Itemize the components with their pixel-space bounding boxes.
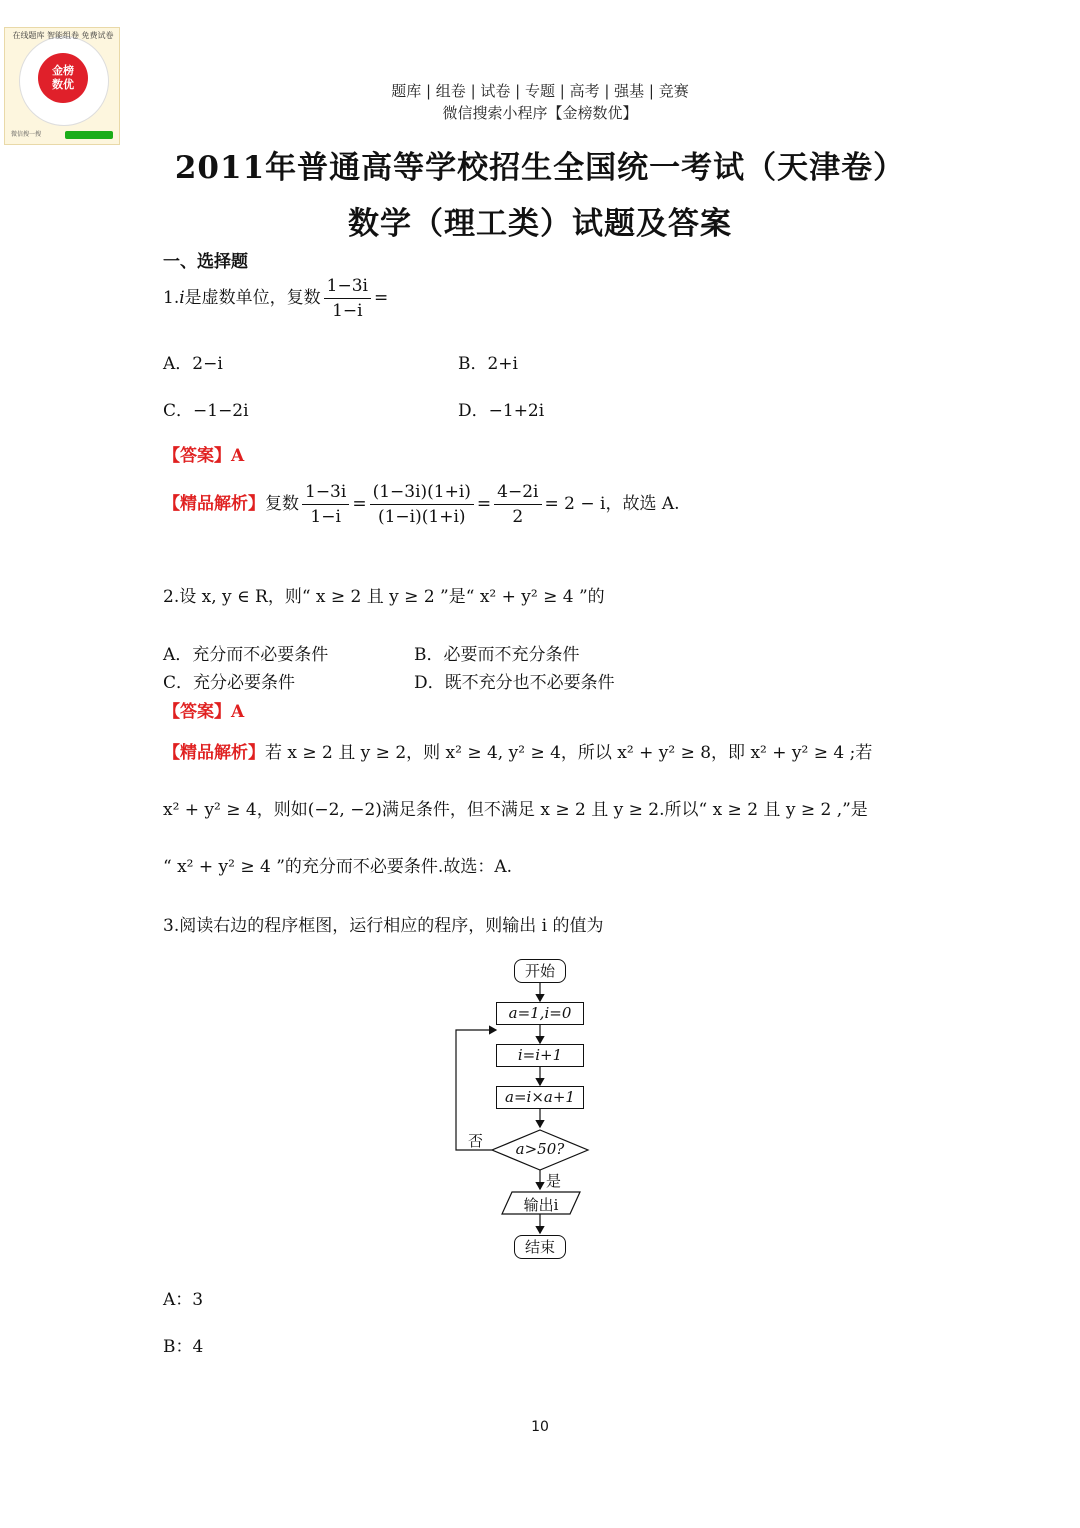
q1-analysis: 【精品解析】复数 $\frac{1-3i}{1-i}$ = $\frac{(1-3i)(1+i)}{(1-i)(1+i)}$ = $\frac{4-2i}{2}$ = 2 − i，故选 A. (163, 482, 680, 527)
logo-bottom-text: 微信搜一搜 (11, 131, 42, 138)
flow-no-label: 否 (468, 1132, 484, 1150)
logo-ring-text: 在线题库 智能组卷 免费试卷 (12, 31, 114, 40)
header-mini-program: 微信搜索小程序【金榜数优】 (442, 104, 638, 122)
flow-condition: a>50? (515, 1140, 565, 1158)
flow-output: 输出i (523, 1196, 559, 1214)
q2-analysis-label: 【精品解析】 (163, 743, 265, 763)
q1-analysis-frac2 (370, 482, 474, 527)
frac3-num: 4−2i (494, 482, 541, 505)
q1-option-a: A．2−i (163, 354, 223, 374)
frac2-den: (1−i)(1+i) (377, 507, 466, 527)
q1-option-c: C．−1−2i (163, 401, 249, 421)
q2-analysis-line2: x² + y² ≥ 4，则如(−2, −2)满足条件，但不满足 x ≥ 2 且 y ≥ 2.所以“ x ≥ 2 且 y ≥ 2 ,”是 (163, 800, 868, 820)
q2-option-c: C．充分必要条件 (163, 673, 296, 693)
flowchart (440, 950, 640, 1270)
q1-analysis-frac1 (302, 482, 349, 527)
q3-stem: 3.阅读右边的程序框图，运行相应的程序，则输出 i 的值为 (163, 916, 604, 936)
q3-option-a: A：3 (163, 1290, 204, 1310)
flow-step1: i=i+1 (496, 1044, 584, 1067)
q3-option-b: B：4 (163, 1337, 204, 1357)
q1-analysis-label: 【精品解析】 (163, 494, 265, 514)
flow-init: a=1,i=0 (496, 1002, 584, 1025)
flow-step2: a=i×a+1 (496, 1086, 584, 1109)
logo-core-line1: 金榜 (52, 64, 74, 77)
q1-frac-num: 1−3i (324, 276, 371, 299)
flow-yes-label: 是 (546, 1172, 562, 1190)
q1-var: i (179, 288, 185, 308)
q2-option-d: D．既不充分也不必要条件 (414, 673, 615, 693)
header-nav: 题库 | 组卷 | 试卷 | 专题 | 高考 | 强基 | 竞赛 (391, 82, 689, 100)
q2-analysis-text1: 若 x ≥ 2 且 y ≥ 2，则 x² ≥ 4, y² ≥ 4，所以 x² + y² ≥ 8，即 x² + y² ≥ 4 ;若 (265, 743, 873, 763)
q2-option-a: A．充分而不必要条件 (163, 645, 329, 665)
q1-answer: 【答案】A (163, 446, 245, 466)
q1-eq: = (374, 288, 389, 308)
logo-core-line2: 数优 (52, 78, 74, 91)
page-title: 2011年普通高等学校招生全国统一考试（天津卷） (174, 150, 906, 186)
q1-fraction (324, 276, 371, 321)
q2-option-b: B．必要而不充分条件 (414, 645, 580, 665)
logo-green-bar (65, 131, 113, 139)
flow-end: 结束 (514, 1235, 566, 1259)
q2-stem: 2.设 x, y ∈ R，则“ x ≥ 2 且 y ≥ 2 ”是“ x² + y² ≥ 4 ”的 (163, 587, 605, 607)
page-number: 10 (531, 1419, 549, 1435)
frac3-den: 2 (512, 507, 524, 527)
q1-prefix: 1. (163, 288, 180, 308)
q1-frac-den: 1−i (332, 301, 363, 321)
flowchart-lines (440, 950, 640, 1270)
q2-analysis-line3: “ x² + y² ≥ 4 ”的充分而不必要条件.故选：A. (163, 857, 513, 877)
q1-option-b: B．2+i (458, 354, 518, 374)
flow-start: 开始 (514, 959, 566, 983)
frac2-num: (1−3i)(1+i) (370, 482, 474, 505)
q2-answer: 【答案】A (163, 702, 245, 722)
q1-result: = 2 − i，故选 A. (544, 494, 680, 514)
q1-text: 是虚数单位，复数 (184, 288, 321, 308)
q1-option-d: D．−1+2i (458, 401, 545, 421)
section-heading: 一、选择题 (163, 252, 248, 272)
q1-analysis-text: 复数 (265, 494, 299, 514)
q2-analysis-line1 (163, 738, 872, 763)
q1-analysis-frac3 (494, 482, 541, 527)
page-subtitle: 数学（理工类）试题及答案 (348, 206, 732, 242)
frac1-den: 1−i (310, 507, 341, 527)
frac1-num: 1−3i (302, 482, 349, 505)
q1-stem (163, 276, 388, 321)
